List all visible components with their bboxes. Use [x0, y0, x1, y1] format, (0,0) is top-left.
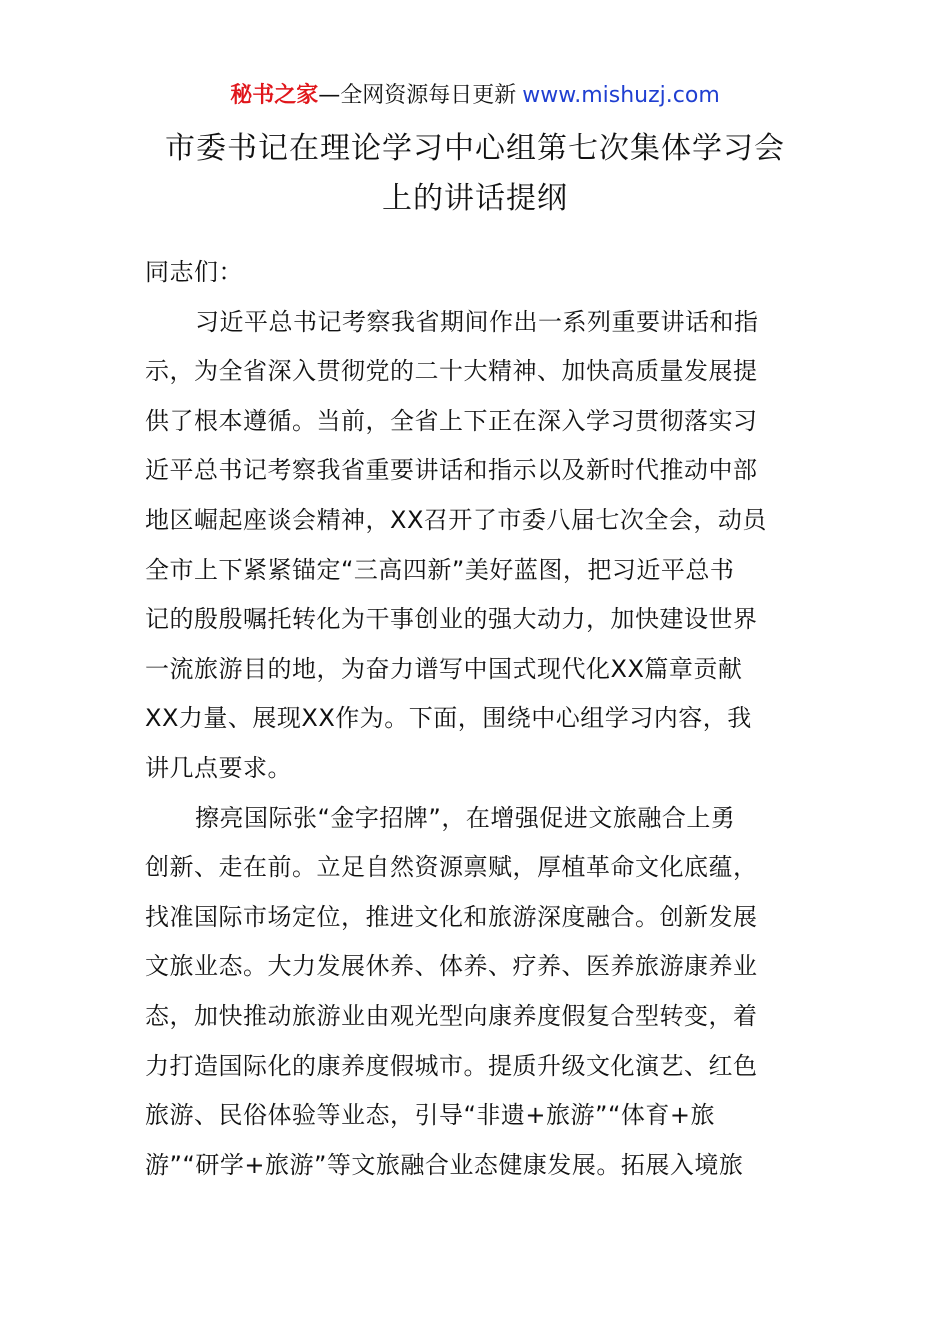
watermark-url: www.mishuzj.com [522, 83, 720, 108]
paragraph-2-line: 力打造国际化的康养度假城市。提质升级文化演艺、红色 [145, 1051, 758, 1080]
site-watermark [0, 80, 950, 112]
paragraph-2-line: 创新、走在前。立足自然资源禀赋，厚植革命文化底蕴， [145, 853, 758, 882]
watermark-slogan: —全网资源每日更新 [318, 83, 517, 108]
paragraph-2-line: 擦亮国际张“金字招牌”，在增强促进文旅融合上勇 [195, 803, 736, 832]
paragraph-1-line: 供了根本遵循。当前，全省上下正在深入学习贯彻落实习 [145, 406, 758, 435]
paragraph-2-line: 态，加快推动旅游业由观光型向康养度假复合型转变，着 [145, 1001, 758, 1030]
paragraph-1-line: 示，为全省深入贯彻党的二十大精神、加快高质量发展提 [145, 357, 758, 386]
title-line-2: 上的讲话提纲 [382, 181, 568, 216]
document-title [145, 124, 805, 224]
paragraph-1-line: 讲几点要求。 [145, 753, 292, 782]
document-body [145, 248, 810, 1190]
salutation: 同志们： [145, 258, 243, 286]
watermark-brand: 秘书之家 [230, 83, 319, 108]
paragraph-1-line: 记的殷殷嘱托转化为干事创业的强大动力，加快建设世界 [145, 605, 758, 634]
paragraph-1-line: 地区崛起座谈会精神，XX召开了市委八届七次全会，动员 [145, 505, 767, 534]
paragraph-1-line: XX力量、展现XX作为。下面，围绕中心组学习内容，我 [145, 704, 752, 733]
paragraph-1-line: 一流旅游目的地，为奋力谱写中国式现代化XX篇章贡献 [145, 654, 743, 683]
title-line-1: 市委书记在理论学习中心组第七次集体学习会 [165, 131, 785, 166]
paragraph-1-line: 近平总书记考察我省重要讲话和指示以及新时代推动中部 [145, 456, 758, 485]
paragraph-2-line: 文旅业态。大力发展休养、体养、疗养、医养旅游康养业 [145, 952, 758, 981]
paragraph-2-line: 游”“研学+旅游”等文旅融合业态健康发展。拓展入境旅 [145, 1150, 744, 1179]
paragraph-1-line: 全市上下紧紧锚定“三高四新”美好蓝图，把习近平总书 [145, 555, 735, 584]
paragraph-1-line: 习近平总书记考察我省期间作出一系列重要讲话和指 [195, 307, 759, 336]
paragraph-2-line: 找准国际市场定位，推进文化和旅游深度融合。创新发展 [145, 902, 758, 931]
paragraph-2-line: 旅游、民俗体验等业态，引导“非遗+旅游”“体育+旅 [145, 1101, 716, 1130]
